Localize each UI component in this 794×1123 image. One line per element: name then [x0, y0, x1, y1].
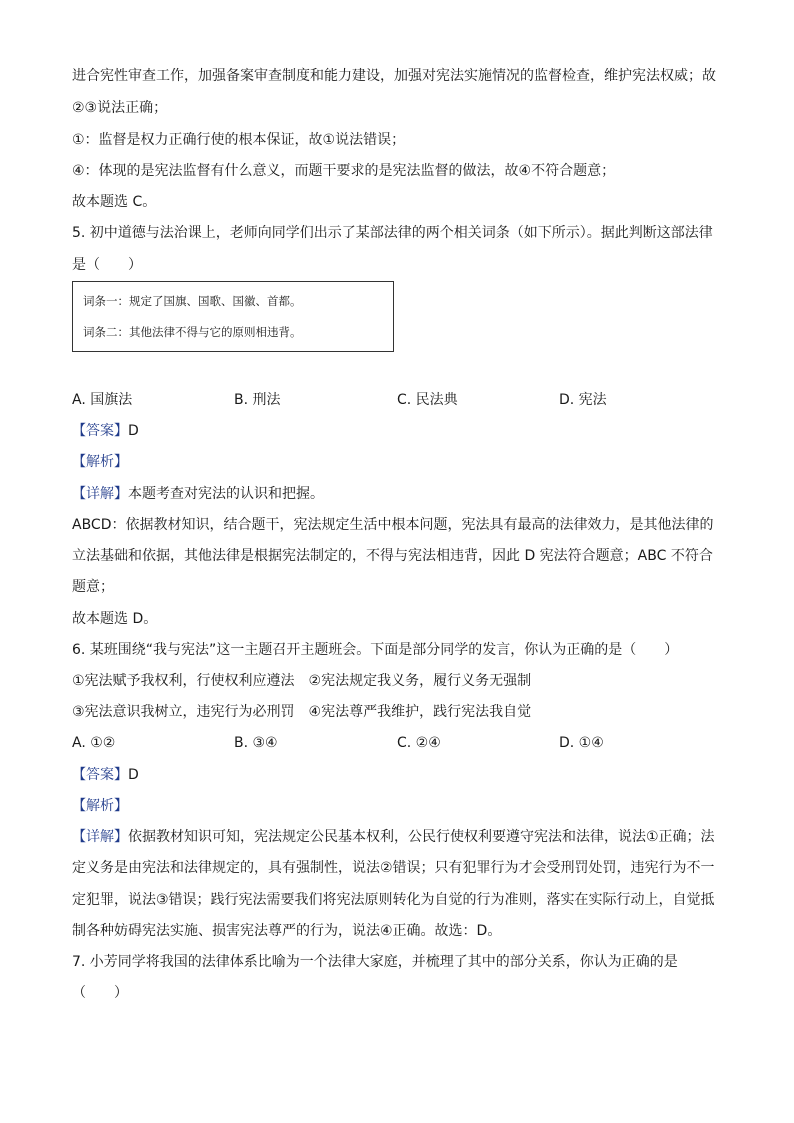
question-7-stem: 7. 小芳同学将我国的法律体系比喻为一个法律大家庭，并梳理了其中的部分关系，你认为正确的是 [72, 954, 678, 970]
question-7-stem-cont: （ ） [72, 985, 128, 1001]
q6-detail [72, 827, 715, 847]
entry-box [72, 281, 394, 352]
text-line: 故本题选 C。 [72, 194, 157, 210]
q6-analysis [72, 796, 128, 816]
q5-option-d: D. 宪法 [559, 392, 607, 408]
text-line: 进合宪性审查工作，加强备案审查制度和能力建设，加强对宪法实施情况的监督检查，维护宪法权威；故 [72, 68, 716, 84]
question-6-stem: 6. 某班围绕“我与宪法”这一主题召开主题班会。下面是部分同学的发言，你认为正确的是（ ） [72, 642, 679, 658]
question-5-stem: 5. 初中道德与法治课上，老师向同学们出示了某部法律的两个相关词条（如下所示）。据此判断这部法律 [72, 225, 713, 241]
detail-label: 【详解】 [72, 486, 128, 502]
question-5-stem-cont: 是（ ） [72, 257, 142, 273]
text-line: 立法基础和依据，其他法律是根据宪法制定的，不得与宪法相违背，因此 D 宪法符合题意；ABC 不符合 [72, 548, 713, 564]
q5-option-a: A. 国旗法 [72, 392, 133, 408]
text-line: 题意； [72, 579, 114, 595]
q6-option-a: A. ①② [72, 735, 116, 751]
text-line: ②③说法正确； [72, 100, 168, 116]
text-line: 定义务是由宪法和法律规定的，具有强制性，说法②错误；只有犯罪行为才会受刑罚处罚，违宪行为不一 [72, 860, 715, 876]
analysis-label: 【解析】 [72, 454, 128, 470]
analysis-label: 【解析】 [72, 798, 128, 814]
entry-1: 词条一：规定了国旗、国歌、国徽、首都。 [83, 294, 302, 308]
answer-label: 【答案】 [72, 767, 128, 783]
entry-2: 词条二：其他法律不得与它的原则相违背。 [83, 325, 302, 339]
answer-value: D [128, 767, 139, 783]
text-line: 定犯罪，说法③错误；践行宪法需要我们将宪法原则转化为自觉的行为准则，落实在实际行动上，自觉抵 [72, 892, 715, 908]
answer-label: 【答案】 [72, 423, 128, 439]
answer-value: D [128, 423, 139, 439]
q5-detail [72, 484, 324, 504]
q6-option-d: D. ①④ [559, 735, 604, 751]
detail-label: 【详解】 [72, 829, 128, 845]
detail-text: 本题考查对宪法的认识和把握。 [128, 486, 324, 502]
text-line: ABCD：依据教材知识，结合题干，宪法规定生活中根本问题，宪法具有最高的法律效力，是其他法律的 [72, 517, 714, 533]
q5-answer [72, 421, 139, 441]
text-line: ④：体现的是宪法监督有什么意义，而题干要求的是宪法监督的做法，故④不符合题意； [72, 163, 616, 179]
text-line: 故本题选 D。 [72, 611, 158, 627]
detail-text: 依据教材知识可知，宪法规定公民基本权利，公民行使权利要遵守宪法和法律，说法①正确；法 [128, 829, 715, 845]
q6-statements-1: ①宪法赋予我权利，行使权利应遵法 ②宪法规定我义务，履行义务无强制 [72, 673, 532, 689]
q6-statements-2: ③宪法意识我树立，违宪行为必刑罚 ④宪法尊严我维护，践行宪法我自觉 [72, 704, 532, 720]
text-line: 制各种妨碍宪法实施、损害宪法尊严的行为，说法④正确。故选：D。 [72, 923, 502, 939]
q5-analysis [72, 452, 128, 472]
q5-option-b: B. 刑法 [234, 392, 281, 408]
q6-option-c: C. ②④ [397, 735, 441, 751]
text-line: ①：监督是权力正确行使的根本保证，故①说法错误； [72, 132, 406, 148]
q5-option-c: C. 民法典 [397, 392, 458, 408]
q6-option-b: B. ③④ [234, 735, 278, 751]
q6-answer [72, 765, 139, 785]
